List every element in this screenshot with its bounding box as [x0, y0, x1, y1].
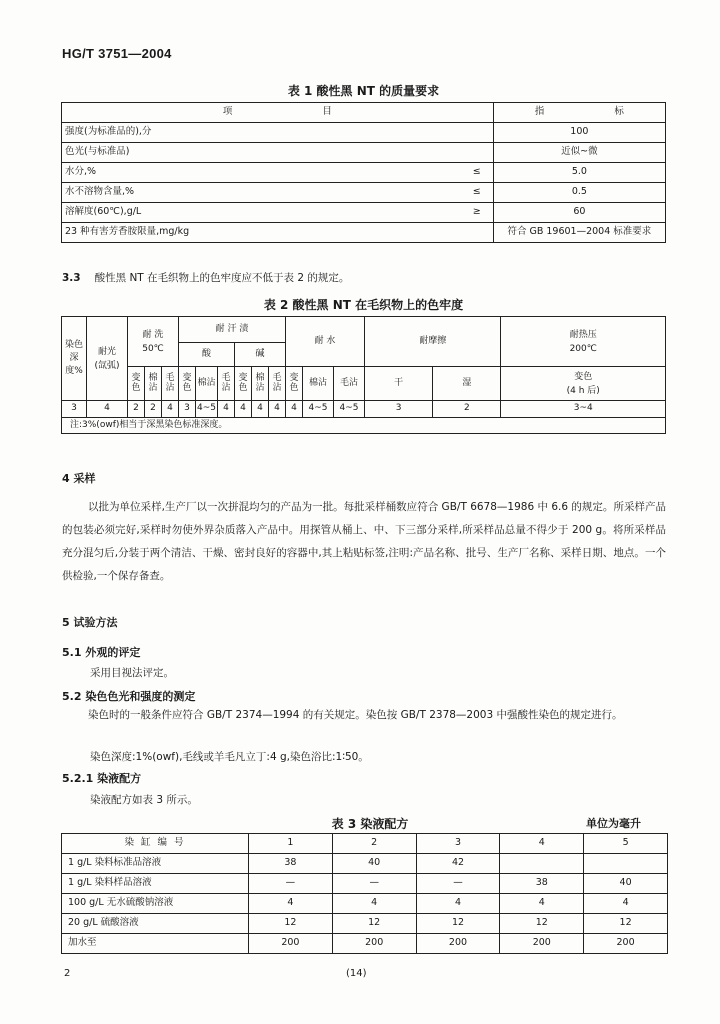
- table3-cell: 38: [500, 874, 584, 894]
- table3-header-label: 染 缸 编 号: [62, 834, 249, 854]
- table1-value: 100: [493, 123, 665, 143]
- table3-cell: 200: [500, 934, 584, 954]
- table2-note: 注:3%(owf)相当于深黑染色标准深度。: [62, 418, 666, 434]
- table3-cell: [500, 854, 584, 874]
- table2-sub-change: 变色: [235, 367, 252, 401]
- table2-col-light-sub: (氙弧): [94, 360, 120, 371]
- table2-sub-change: 变色: [128, 367, 145, 401]
- table3-cell: 42: [416, 854, 500, 874]
- table2-cell: 3: [179, 401, 196, 418]
- section-4-body: 以批为单位采样,生产厂以一次拼混均匀的产品为一批。每批采样桶数应符合 GB/T 6678—1986 中 6.6 的规定。所采样产品的包装必须完好,采样时勿使外界杂质落入产品中。用探管从桶上、中、下三部分采样,所采样品总量不得少于 200 g。将所采样品充分混匀后,分装于两个清洁、干燥、密封良好的容器中,其上粘贴标签,注明:产品名称、批号、生产厂名称、采样日期、地点。一个供检验,一个保存备查。: [62, 501, 666, 582]
- section-5-1-title: 5.1 外观的评定: [62, 646, 141, 659]
- table1-item: 溶解度(60℃),g/L: [62, 203, 438, 223]
- table1: [61, 102, 666, 243]
- table1-caption: 表 1 酸性黑 NT 的质量要求: [287, 84, 440, 98]
- section-5-2-1-title: 5.2.1 染液配方: [62, 772, 142, 785]
- table2-sub-wool: 毛沾: [269, 367, 286, 401]
- table2-sub-cotton: 棉沾: [252, 367, 269, 401]
- table1-item: 色光(与标准品): [62, 143, 438, 163]
- table3-cell: [584, 854, 668, 874]
- table-row: [62, 143, 666, 163]
- table-row: [62, 894, 668, 914]
- table2-col-alkali: 碱: [235, 343, 286, 367]
- table1-value: 60: [493, 203, 665, 223]
- table1-item: 强度(为标准品的),分: [62, 123, 438, 143]
- table2-col-light: 耐光: [97, 346, 116, 357]
- section-5-2-body2: 染色深度:1%(owf),毛线或羊毛凡立丁:4 g,染色浴比:1∶50。: [90, 751, 369, 763]
- page-number-center: (14): [346, 968, 367, 979]
- table2-col-heat-sub: 200℃: [569, 343, 597, 354]
- table3-cell: 40: [332, 854, 416, 874]
- table3-cell: 4: [249, 894, 333, 914]
- table2-sub-wool: 毛沾: [334, 367, 365, 401]
- table1-item: 水不溶物含量,%: [62, 183, 438, 203]
- table3-row-label: 20 g/L 硫酸溶液: [62, 914, 249, 934]
- section-5-2-title: 5.2 染色色光和强度的测定: [62, 690, 196, 703]
- table2-col-wash: 耐 洗: [142, 329, 164, 340]
- standard-code: HG/T 3751—2004: [62, 46, 172, 61]
- section-5-2-1-body: 染液配方如表 3 所示。: [90, 794, 198, 806]
- section-5-title: 5 试验方法: [62, 616, 118, 629]
- table2-cell: 4~5: [334, 401, 365, 418]
- table2-cell: 4: [162, 401, 179, 418]
- table-row: [62, 914, 668, 934]
- table3-row-label: 加水至: [62, 934, 249, 954]
- table2-cell: 4: [235, 401, 252, 418]
- table3-cell: 200: [249, 934, 333, 954]
- table3-header: 4: [500, 834, 584, 854]
- table3-header: 3: [416, 834, 500, 854]
- table3-cell: 4: [332, 894, 416, 914]
- table1-symbol: ≤: [438, 163, 494, 183]
- table2-sub-wool: 毛沾: [162, 367, 179, 401]
- section-5-2-body1: 染色时的一般条件应符合 GB/T 2374—1994 的有关规定。染色按 GB/T 2378—2003 中强酸性染色的规定进行。: [88, 709, 623, 721]
- table3-cell: 12: [500, 914, 584, 934]
- table3-cell: 38: [249, 854, 333, 874]
- section-4-title: 4 采样: [62, 472, 96, 485]
- table-row: [62, 163, 666, 183]
- table3-cell: 12: [332, 914, 416, 934]
- table2: [61, 316, 666, 434]
- table3-cell: 200: [416, 934, 500, 954]
- table1-header-item-a: 项: [222, 106, 233, 118]
- table2-cell: 2: [433, 401, 501, 418]
- table3-cell: 40: [584, 874, 668, 894]
- table1-value: 5.0: [493, 163, 665, 183]
- table3-cell: —: [332, 874, 416, 894]
- table1-symbol: ≤: [438, 183, 494, 203]
- table-row: [62, 874, 668, 894]
- table-row: [62, 223, 666, 243]
- table-row: [62, 183, 666, 203]
- table1-item: 水分,%: [62, 163, 438, 183]
- table3-cell: 12: [584, 914, 668, 934]
- table3-row-label: 1 g/L 染料标准品溶液: [62, 854, 249, 874]
- table1-value: 近似~微: [493, 143, 665, 163]
- table2-col-heat: 耐热压: [569, 329, 597, 340]
- table1-value: 符合 GB 19601—2004 标准要求: [493, 223, 665, 243]
- section-3-3-number: 3.3: [62, 272, 81, 284]
- table2-cell: 4~5: [196, 401, 218, 418]
- table2-sub-heat-time: (4 h 后): [566, 385, 600, 396]
- table2-sub-change: 变色: [286, 367, 303, 401]
- table3: [61, 833, 668, 954]
- table2-sub-change: 变色: [179, 367, 196, 401]
- table2-sub-cotton: 棉沾: [196, 367, 218, 401]
- table2-sub-wool: 毛沾: [218, 367, 235, 401]
- table2-col-depth: 染色深度%: [62, 317, 87, 401]
- table3-row-label: 100 g/L 无水硫酸钠溶液: [62, 894, 249, 914]
- table2-sub-cotton: 棉沾: [303, 367, 334, 401]
- table3-row-label: 1 g/L 染料样品溶液: [62, 874, 249, 894]
- table2-col-acid: 酸: [179, 343, 235, 367]
- table3-unit: 单位为毫升: [586, 817, 641, 830]
- table1-header-index-a: 指: [534, 106, 545, 118]
- table3-cell: —: [249, 874, 333, 894]
- table3-caption: 表 3 染液配方: [331, 817, 409, 831]
- table2-cell: 4: [286, 401, 303, 418]
- table1-value: 0.5: [493, 183, 665, 203]
- section-3-3: [62, 270, 349, 285]
- table3-cell: 12: [416, 914, 500, 934]
- table2-cell: 2: [128, 401, 145, 418]
- table1-symbol: [438, 123, 494, 143]
- table3-header: 5: [584, 834, 668, 854]
- table-row: [62, 934, 668, 954]
- table3-cell: 4: [500, 894, 584, 914]
- table2-cell: 4: [87, 401, 128, 418]
- table1-symbol: ≥: [438, 203, 494, 223]
- section-5-1-body: 采用目视法评定。: [90, 667, 174, 679]
- table1-header-row: [62, 103, 666, 123]
- table3-header-row: [62, 834, 668, 854]
- table2-sub-wet: 湿: [433, 367, 501, 401]
- table3-cell: 4: [416, 894, 500, 914]
- table3-cell: 200: [584, 934, 668, 954]
- table3-cell: 12: [249, 914, 333, 934]
- table2-col-wash-sub: 50℃: [142, 343, 164, 354]
- table3-header: 1: [249, 834, 333, 854]
- table2-col-rub: 耐摩擦: [365, 317, 501, 367]
- table3-cell: —: [416, 874, 500, 894]
- table2-caption: 表 2 酸性黑 NT 在毛织物上的色牢度: [263, 298, 464, 312]
- table2-sub-dry: 干: [365, 367, 433, 401]
- section-3-3-text: 酸性黑 NT 在毛织物上的色牢度应不低于表 2 的规定。: [94, 272, 350, 284]
- table2-cell: 2: [145, 401, 162, 418]
- table3-header: 2: [332, 834, 416, 854]
- table1-symbol: [438, 143, 494, 163]
- table2-cell: 4~5: [303, 401, 334, 418]
- table2-sub-cotton: 棉沾: [145, 367, 162, 401]
- table-row: [62, 401, 666, 418]
- table2-cell: 3~4: [501, 401, 666, 418]
- table3-cell: 200: [332, 934, 416, 954]
- table2-cell: 3: [62, 401, 87, 418]
- table2-cell: 3: [365, 401, 433, 418]
- table2-cell: 4: [269, 401, 286, 418]
- table2-cell: 4: [218, 401, 235, 418]
- table1-item: 23 种有害芳香胺限量,mg/kg: [62, 223, 438, 243]
- table-row: [62, 203, 666, 223]
- table-row: [62, 123, 666, 143]
- table2-col-water: 耐 水: [286, 317, 365, 367]
- table1-header-index-b: 标: [614, 106, 624, 118]
- table2-cell: 4: [252, 401, 269, 418]
- table2-sub-heat-change: 变色: [574, 371, 593, 382]
- table1-symbol: [438, 223, 494, 243]
- table3-cell: 4: [584, 894, 668, 914]
- page-number: 2: [64, 968, 71, 979]
- table1-header-item-b: 目: [322, 106, 332, 118]
- table2-col-sweat: 耐 汗 渍: [179, 317, 286, 343]
- table-row: [62, 854, 668, 874]
